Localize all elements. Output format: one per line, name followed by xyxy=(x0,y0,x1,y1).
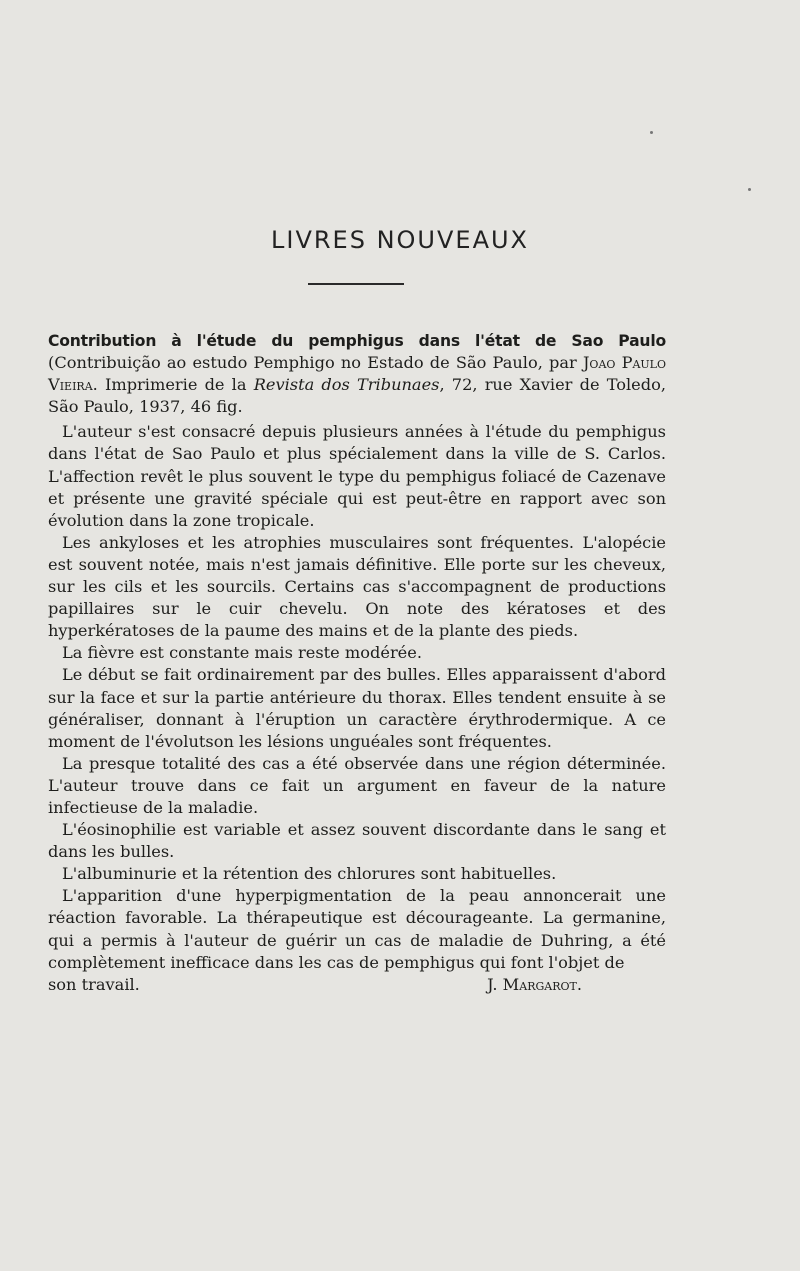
citation-mid: . Imprimerie de la xyxy=(92,375,254,395)
journal-name: Revista dos Tribunaes xyxy=(253,375,440,395)
page-speck xyxy=(748,188,751,191)
review-signoff xyxy=(48,974,666,996)
author-name: Joao Paulo Vieira xyxy=(48,353,667,395)
reviewer-signature: J. Margarot. xyxy=(487,974,582,994)
review-paragraph: L'apparition d'une hyperpigmentation de la peau annoncerait une réaction favorable. La thérapeutique est décourageante. La germanine, qui a permis à l'auteur de guérir un cas de maladie de Duhring, a été complètement inefficace dans les cas de pemphigus qui font l'objet de xyxy=(48,886,666,972)
last-line: son travail. xyxy=(48,974,140,994)
review-paragraph: L'éosinophilie est variable et assez souvent discordante dans le sang et dans les bulles. xyxy=(48,820,666,862)
review-paragraph: Les ankyloses et les atrophies musculaires sont fréquentes. L'alopécie est souvent notée, mais n'est jamais définitive. Elle porte sur les cheveux, sur les cils et les sourcils. Certains cas s'accompagnent de productions papillaires sur le cuir chevelu. On note des kératoses et des hyperkératoses de la paume des mains et de la plante des pieds. xyxy=(48,532,666,641)
page-speck xyxy=(650,131,653,134)
review-paragraph: Le début se fait ordinairement par des bulles. Elles apparaissent d'abord sur la face et sur la partie antérieure du thorax. Elles tendent ensuite à se généraliser, donnant à l'éruption un caractère érythrodermique. A ce moment de l'évolutson les lésions unguéales sont fréquentes. xyxy=(48,665,666,751)
book-title: Contribution à l'étude du pemphigus dans l'état de Sao Paulo xyxy=(48,332,666,350)
citation-intro: (Contribuição ao estudo Pemphigo no Estado de São Paulo, par xyxy=(48,353,583,373)
review-paragraph: La presque totalité des cas a été observée dans une région déterminée. L'auteur trouve dans ce fait un argument en faveur de la nature infectieuse de la maladie. xyxy=(48,753,666,817)
review-paragraph: L'auteur s'est consacré depuis plusieurs années à l'étude du pemphigus dans l'état de Sao Paulo et plus spécialement dans la ville de S. Carlos. L'affection revêt le plus souvent le type du pemphigus foliacé de Cazenave et présente une gravité spéciale qui est peut-être en rapport avec son évolution dans la zone tropicale. xyxy=(48,422,666,530)
book-citation xyxy=(48,330,666,418)
review-paragraph: La fièvre est constante mais reste modérée. xyxy=(62,643,422,663)
page-title: LIVRES NOUVEAUX xyxy=(271,226,529,254)
review-paragraph: L'albuminurie et la rétention des chlorures sont habituelles. xyxy=(62,864,557,884)
book-review xyxy=(48,330,666,996)
title-divider xyxy=(308,283,404,285)
citation-end: , 72, rue Xavier de Toledo, São Paulo, 1937, 46 fig. xyxy=(48,375,666,417)
